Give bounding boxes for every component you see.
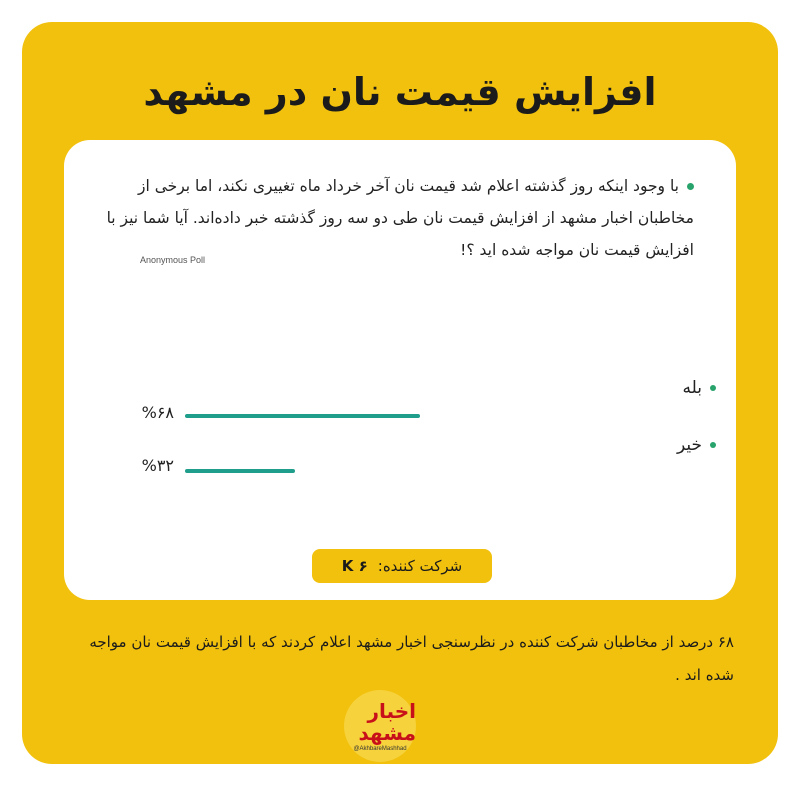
post-caption: ۶۸ درصد از مخاطبان شرکت کننده در نظرسنجی اخبار مشهد اعلام کردند که با افزایش قیمت نان مواجه شده اند . bbox=[89, 633, 734, 684]
poll-option-label: بله bbox=[682, 378, 702, 398]
brand-logo-handle: @AkhbareMashhad bbox=[353, 746, 407, 752]
poll-result-bar-fill bbox=[185, 414, 420, 418]
participants-badge bbox=[312, 549, 492, 583]
brand-logo-name: اخبار مشهد bbox=[358, 699, 416, 745]
poll-option-percent: %۶۸ bbox=[141, 403, 174, 422]
poll-option-yes[interactable] bbox=[683, 378, 716, 398]
poll-type-label: Anonymous Poll bbox=[140, 255, 206, 265]
poll-result-bar bbox=[185, 469, 530, 473]
poll-card bbox=[64, 140, 736, 600]
poll-result-bar bbox=[185, 414, 530, 418]
poll-option-no[interactable] bbox=[677, 435, 716, 455]
participants-value: ۶ K bbox=[341, 557, 368, 575]
poll-result-bar-fill bbox=[185, 469, 295, 473]
participants-label: شرکت کننده: bbox=[377, 557, 463, 575]
bullet-icon bbox=[687, 183, 694, 190]
post-title: افزایش قیمت نان در مشهد bbox=[143, 70, 657, 114]
poll-question bbox=[94, 170, 694, 266]
bullet-icon bbox=[710, 385, 716, 391]
brand-logo bbox=[344, 690, 416, 762]
poll-question-text: با وجود اینکه روز گذشته اعلام شد قیمت نان آخر خرداد ماه تغییری نکند، اما برخی از مخاطبان اخبار مشهد از افزایش قیمت نان طی دو سه روز گذشته خبر داده‌اند. آیا شما نیز با افزایش قیمت نان مواجه شده اید ؟! bbox=[106, 177, 694, 259]
poll-option-percent: %۳۲ bbox=[141, 456, 174, 475]
poll-post-frame bbox=[22, 22, 778, 764]
poll-option-label: خیر bbox=[676, 435, 702, 455]
bullet-icon bbox=[710, 442, 716, 448]
